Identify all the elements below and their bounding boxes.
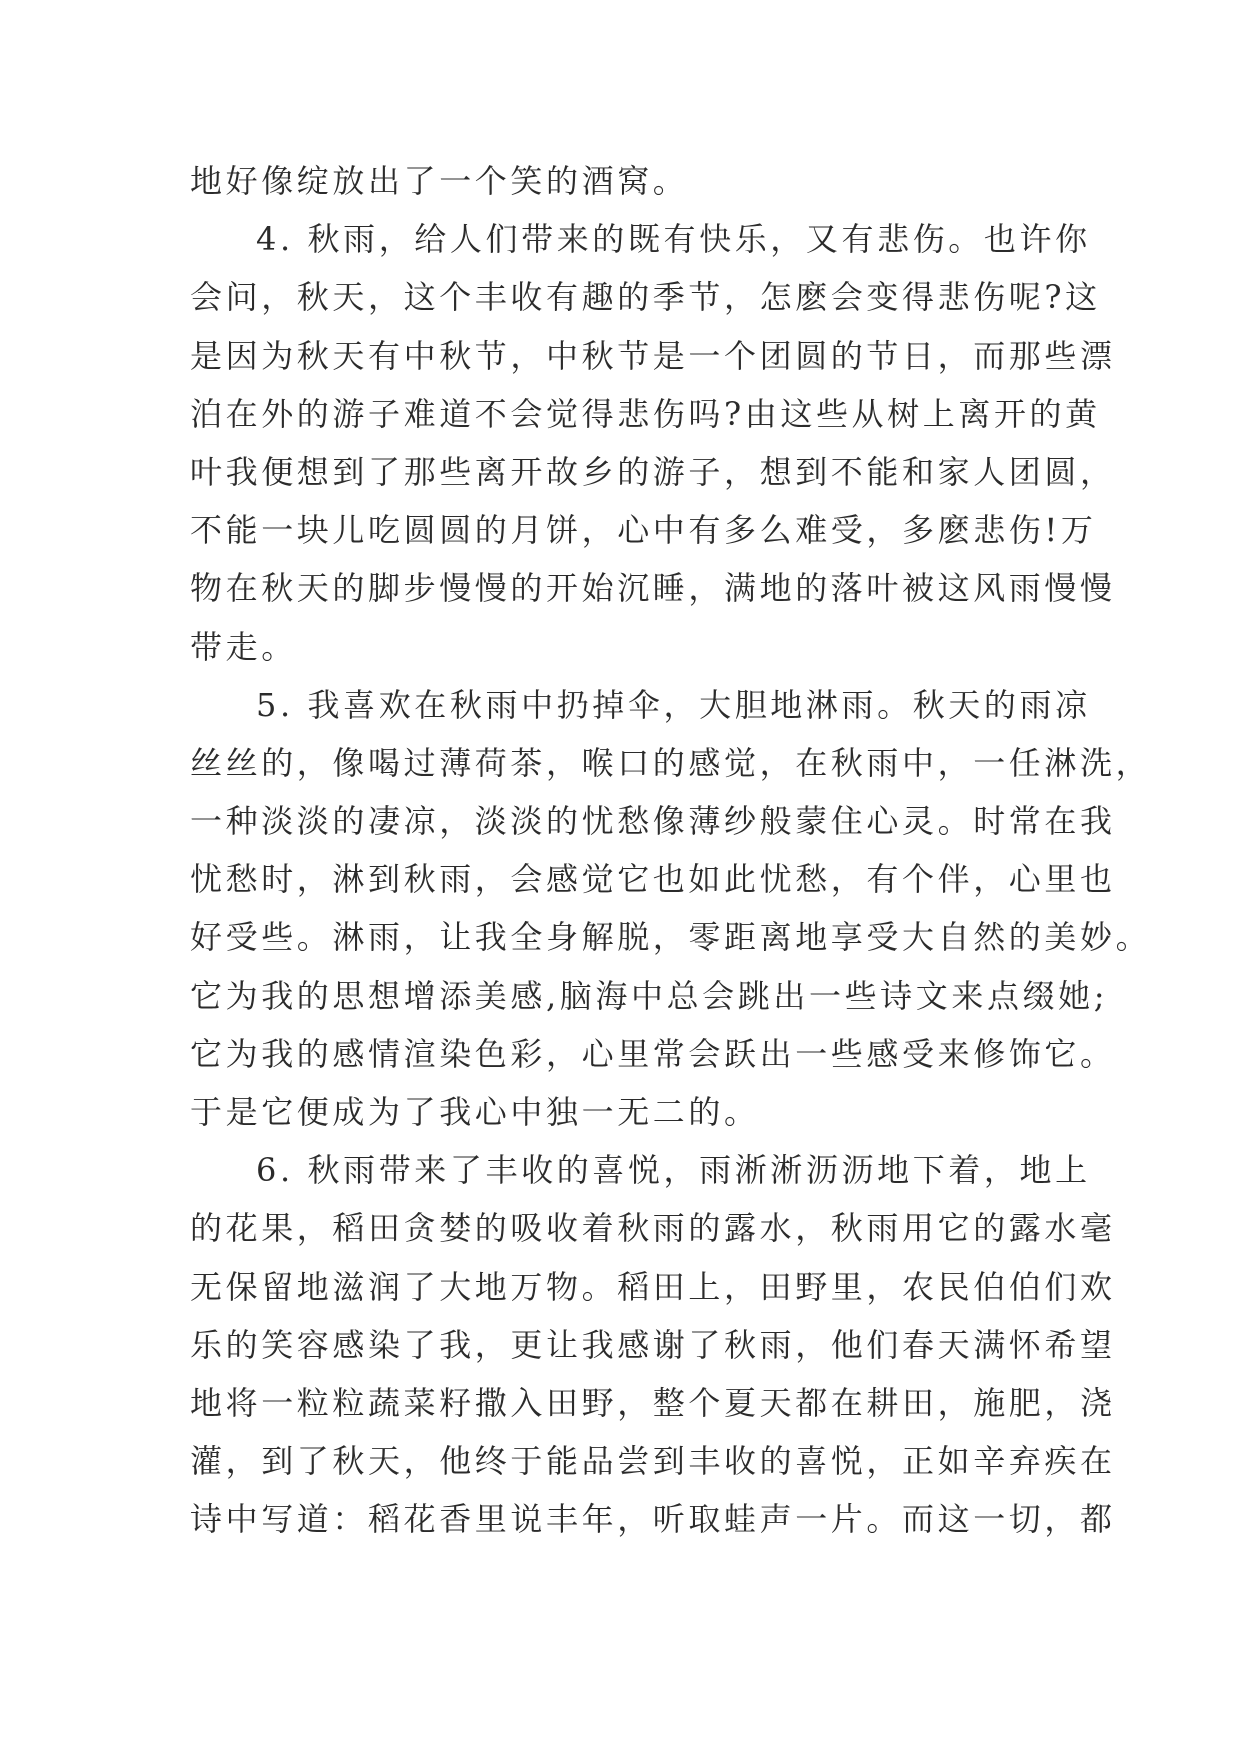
text-line: 忧愁时，淋到秋雨，会感觉它也如此忧愁，有个伴，心里也 [190,860,1116,899]
text-line: 它为我的思想增添美感,脑海中总会跳出一些诗文来点缀她; [190,976,1109,1015]
text-line: 于是它便成为了我心中独一无二的。 [190,1093,760,1131]
paragraph-5-first-line: 5. 我喜欢在秋雨中扔掉伞，大胆地淋雨。秋天的雨凉 [256,685,1091,724]
text-line: 乐的笑容感染了我，更让我感谢了秋雨，他们春天满怀希望 [190,1325,1116,1364]
text-line: 地将一粒粒蔬菜籽撒入田野，整个夏天都在耕田，施肥，浇 [190,1383,1116,1422]
paragraph-6-first-line: 6. 秋雨带来了丰收的喜悦，雨淅淅沥沥地下着，地上 [256,1151,1091,1190]
text-line: 一种淡淡的凄凉，淡淡的忧愁像薄纱般蒙住心灵。时常在我 [190,802,1116,841]
text-line: 诗中写道：稻花香里说丰年，听取蛙声一片。而这一切，都 [190,1500,1116,1539]
document-body [190,152,1152,1549]
text-line: 物在秋天的脚步慢慢的开始沉睡，满地的落叶被这风雨慢慢 [190,569,1116,608]
text-line: 叶我便想到了那些离开故乡的游子，想到不能和家人团圆， [190,452,1116,491]
text-line: 会问，秋天，这个丰收有趣的季节，怎麽会变得悲伤呢?这 [190,278,1101,317]
text-line: 带走。 [190,627,297,666]
text-line: 它为我的感情渲染色彩，心里常会跃出一些感受来修饰它。 [190,1034,1116,1073]
text-line: 好受些。淋雨，让我全身解脱，零距离地享受大自然的美妙。 [190,918,1152,957]
text-line: 是因为秋天有中秋节，中秋节是一个团圆的节日，而那些漂 [190,336,1116,375]
text-line: 的花果，稻田贪婪的吸收着秋雨的露水，秋雨用它的露水毫 [190,1209,1116,1248]
text-line: 灌，到了秋天，他终于能品尝到丰收的喜悦，正如辛弃疾在 [190,1442,1116,1481]
text-line: 不能一块儿吃圆圆的月饼，心中有多么难受，多麽悲伤!万 [190,511,1097,550]
text-line: 地好像绽放出了一个笑的酒窝。 [190,162,689,200]
paragraph-4-first-line: 4. 秋雨，给人们带来的既有快乐，又有悲伤。也许你 [256,220,1091,259]
text-line: 泊在外的游子难道不会觉得悲伤吗?由这些从树上离开的黄 [190,394,1101,433]
text-line: 丝丝的，像喝过薄荷茶，喉口的感觉，在秋雨中，一任淋洗， [190,743,1152,782]
text-line: 无保留地滋润了大地万物。稻田上，田野里，农民伯伯们欢 [190,1267,1116,1306]
